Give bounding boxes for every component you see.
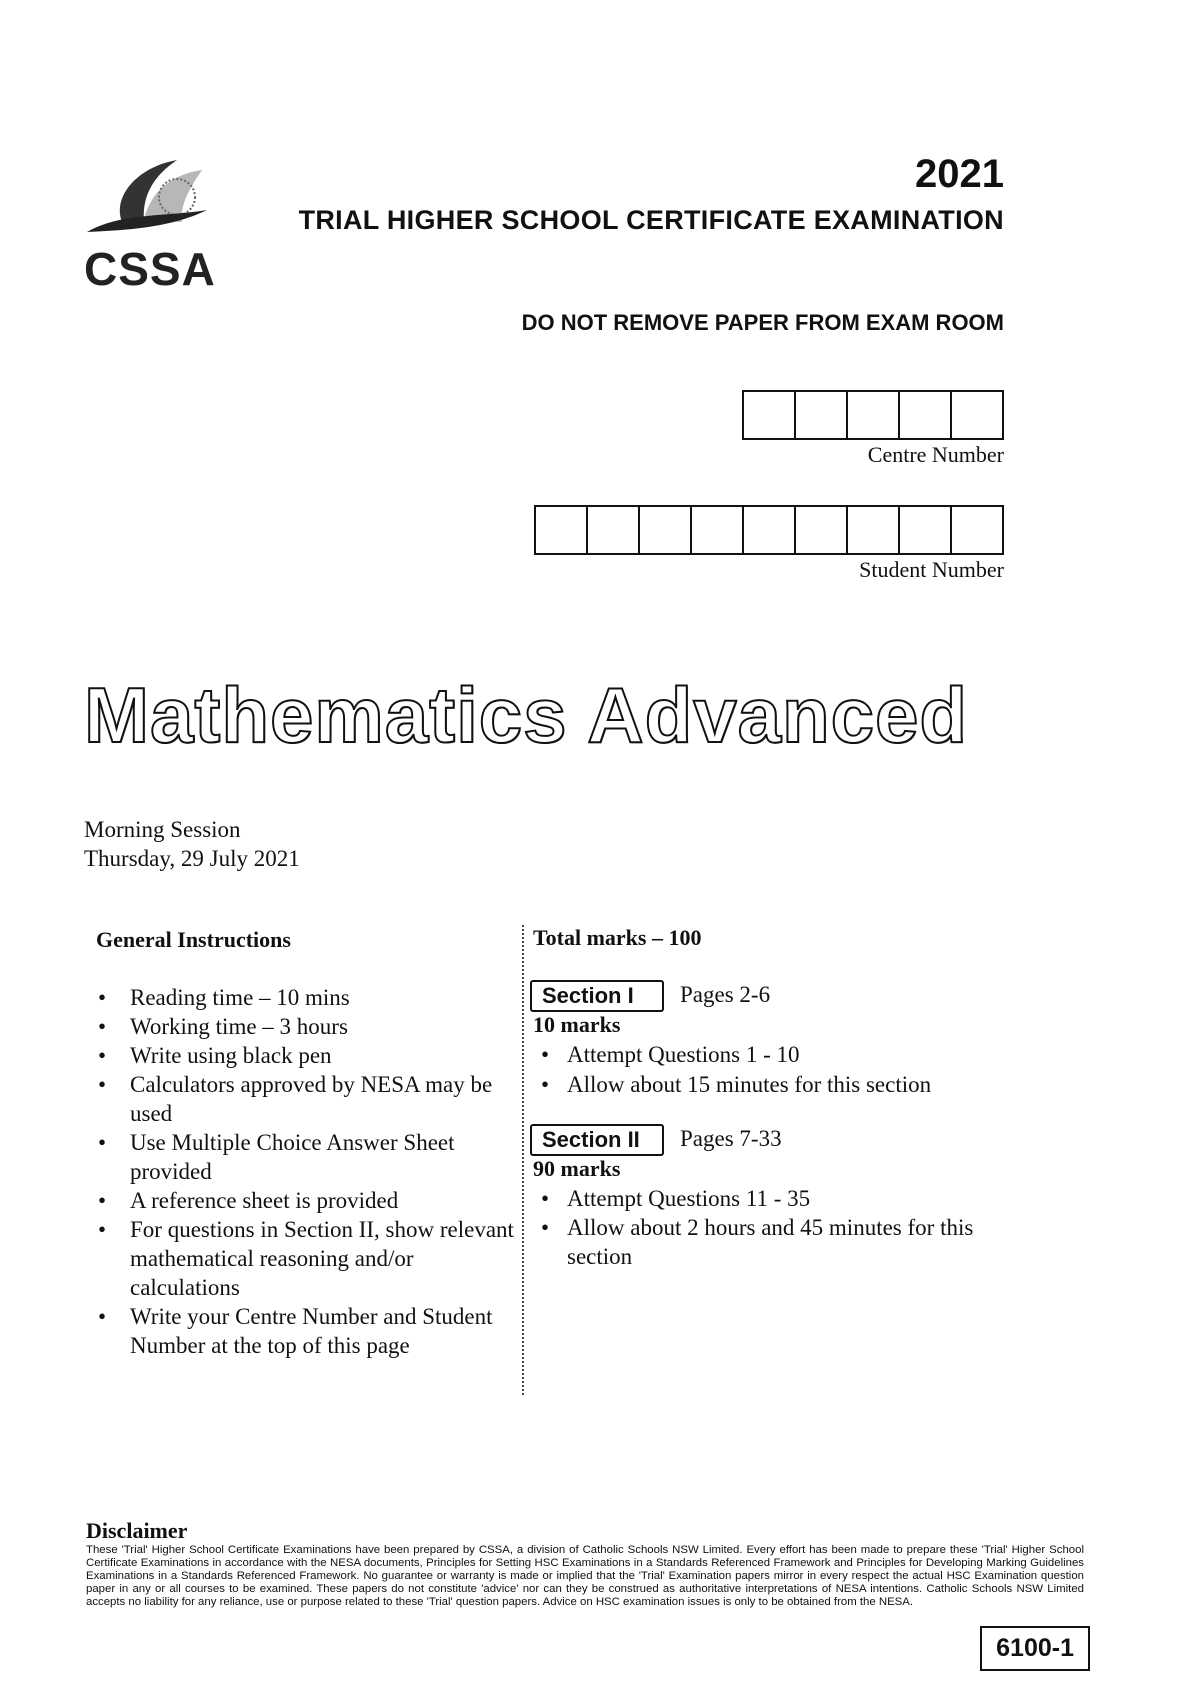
student-number-digit-box[interactable] xyxy=(692,507,744,553)
subject-title: Mathematics Advanced xyxy=(84,671,969,759)
section-2-marks: 90 marks xyxy=(533,1156,621,1181)
session-date: Thursday, 29 July 2021 xyxy=(84,846,300,871)
centre-number-digit-box[interactable] xyxy=(952,392,1002,438)
student-number-label: Student Number xyxy=(859,557,1004,582)
centre-number-digit-box[interactable] xyxy=(744,392,796,438)
instruction-item: • For questions in Section II, show relevant mathematical reasoning and/or calculations xyxy=(96,1215,516,1302)
disclaimer-text: These 'Trial' Higher School Certificate Examinations have been prepared by CSSA, a division of Catholic Schools NSW Limited. Every effort has been made to prepare these 'Trial' Higher School Certificate Examinations in accordance with the NESA documents, Principles for Setting HSC Examinations in a Standards Referenced Framework and Principles for Developing Marking Guidelines Examinations in a Standards Referenced Framework. No guarantee or warranty is made or implied that the 'Trial' Examination papers mirror in every respect the actual HSC Examination question paper in any or all courses to be examined. These papers do not constitute 'advice' nor can they be construed as authoritative interpretations of NESA intentions. Catholic Schools NSW Limited accepts no liability for any reliance, use or purpose related to these 'Trial' question papers. Advice on HSC examination issues is only to be obtained from the NESA. xyxy=(86,1544,1084,1608)
section-1-label: Section I xyxy=(530,980,664,1012)
logo-text: CSSA xyxy=(84,243,216,295)
section-2-instructions xyxy=(533,1184,1023,1271)
instruction-item: • Write your Centre Number and Student Number at the top of this page xyxy=(96,1302,516,1360)
section-1-instructions xyxy=(533,1040,1003,1100)
general-instructions-list xyxy=(96,983,516,1360)
student-number-boxes[interactable] xyxy=(534,505,1004,555)
section-1-marks: 10 marks xyxy=(533,1012,621,1037)
student-number-digit-box[interactable] xyxy=(744,507,796,553)
section-2-label: Section II xyxy=(530,1124,664,1156)
column-divider xyxy=(522,925,524,1395)
section-1-item: • Allow about 15 minutes for this section xyxy=(533,1070,1003,1100)
centre-number-digit-box[interactable] xyxy=(900,392,952,438)
session-name: Morning Session xyxy=(84,817,241,842)
section-2-item: • Allow about 2 hours and 45 minutes for this section xyxy=(533,1213,1023,1271)
exam-year: 2021 xyxy=(915,152,1004,196)
student-number-digit-box[interactable] xyxy=(952,507,1002,553)
section-2-pages: Pages 7-33 xyxy=(680,1126,782,1151)
section-1-item: • Attempt Questions 1 - 10 xyxy=(533,1040,1003,1070)
disclaimer-title: Disclaimer xyxy=(86,1518,188,1543)
section-1-pages: Pages 2-6 xyxy=(680,982,771,1007)
student-number-digit-box[interactable] xyxy=(900,507,952,553)
student-number-digit-box[interactable] xyxy=(848,507,900,553)
exam-title: TRIAL HIGHER SCHOOL CERTIFICATE EXAMINATION xyxy=(298,205,1004,235)
student-number-digit-box[interactable] xyxy=(796,507,848,553)
instruction-item: • Write using black pen xyxy=(96,1041,516,1070)
instruction-item: • Use Multiple Choice Answer Sheet provided xyxy=(96,1128,516,1186)
centre-number-boxes[interactable] xyxy=(742,390,1004,440)
instruction-item: • Working time – 3 hours xyxy=(96,1012,516,1041)
centre-number-label: Centre Number xyxy=(867,442,1004,467)
instruction-item: • Calculators approved by NESA may be used xyxy=(96,1070,516,1128)
exam-room-warning: DO NOT REMOVE PAPER FROM EXAM ROOM xyxy=(521,310,1004,335)
instruction-item: • Reading time – 10 mins xyxy=(96,983,516,1012)
total-marks: Total marks – 100 xyxy=(533,925,702,950)
centre-number-digit-box[interactable] xyxy=(848,392,900,438)
section-2-item: • Attempt Questions 11 - 35 xyxy=(533,1184,1023,1213)
general-instructions-title: General Instructions xyxy=(96,927,291,952)
student-number-digit-box[interactable] xyxy=(588,507,640,553)
student-number-digit-box[interactable] xyxy=(536,507,588,553)
instruction-item: • A reference sheet is provided xyxy=(96,1186,516,1215)
student-number-digit-box[interactable] xyxy=(640,507,692,553)
session-info xyxy=(84,815,300,873)
centre-number-digit-box[interactable] xyxy=(796,392,848,438)
paper-code: 6100-1 xyxy=(980,1626,1090,1671)
